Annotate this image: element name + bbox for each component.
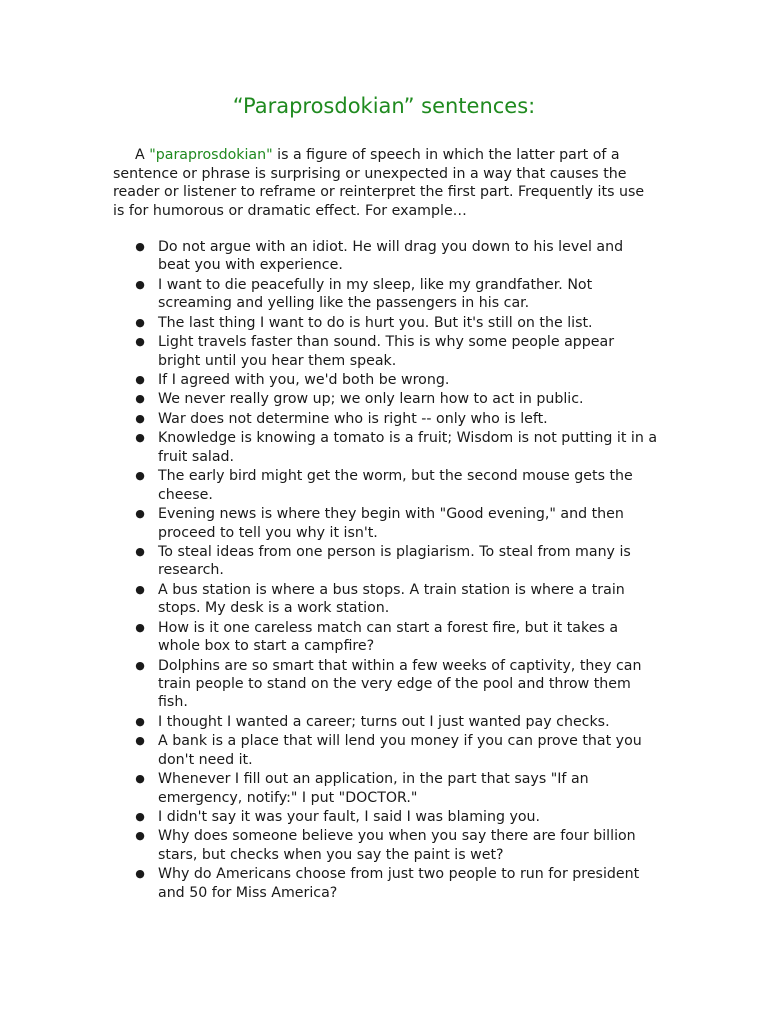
list-item-text: Do not argue with an idiot. He will drag you down to his level and beat you with experience. [158, 239, 624, 274]
bullet-icon: ● [135, 240, 145, 253]
list-item-text: A bus station is where a bus stops. A train station is where a train stops. My desk is a work station. [158, 581, 625, 617]
list-item-text: Knowledge is knowing a tomato is a fruit; Wisdom is not putting it in a fruit salad. [158, 430, 658, 465]
list-item-text: I didn't say it was your fault, I said I was blaming you. [158, 808, 541, 825]
list-item [135, 581, 658, 618]
list-item [135, 505, 658, 542]
list-item [135, 333, 658, 370]
list-item [135, 808, 658, 826]
bullet-icon: ● [135, 620, 145, 634]
intro-rest: is a figure of speech in which the latter part of a sentence or phrase is surprising or unexpected in a way that causes the reader or listener to reframe or reinterpret the first part. Frequently its use is for humorous or dramatic effect. For example… [113, 147, 645, 219]
document-title: “Paraprosdokian” sentences: [232, 94, 536, 118]
list-item-text: Dolphins are so smart that within a few weeks of captivity, they can train people to stand on the very edge of the pool and throw them fish. [158, 657, 642, 711]
list-item [135, 390, 658, 408]
list-item [135, 865, 658, 902]
bullet-icon: ● [135, 469, 145, 483]
list-item [135, 657, 658, 712]
list-item-text: Why does someone believe you when you say there are four billion stars, but checks when you say the paint is wet? [158, 828, 636, 863]
bullet-icon: ● [135, 373, 145, 387]
list-item-text: To steal ideas from one person is plagiarism. To steal from many is research. [158, 543, 631, 579]
bullet-icon: ● [135, 392, 145, 406]
list-item [135, 429, 658, 466]
bullet-icon: ● [135, 431, 145, 445]
list-item-text: Evening news is where they begin with "Good evening," and then proceed to tell you why it isn't. [158, 506, 624, 541]
list-item [135, 619, 658, 656]
bullet-icon: ● [135, 277, 145, 291]
list-item [135, 410, 658, 428]
list-item [135, 713, 658, 731]
bullet-icon: ● [135, 658, 145, 672]
bullet-icon: ● [135, 582, 145, 596]
list-item-text: How is it one careless match can start a forest fire, but it takes a whole box to start a campfire? [158, 619, 619, 655]
bullet-icon: ● [135, 829, 145, 843]
list-item [135, 314, 658, 332]
list-item [135, 732, 658, 769]
intro-prefix: A [135, 147, 150, 163]
list-item-text: Why do Americans choose from just two people to run for president and 50 for Miss America? [158, 866, 640, 901]
list-item [135, 238, 658, 275]
bullet-icon: ● [135, 507, 145, 521]
list-item-text: War does not determine who is right -- only who is left. [158, 410, 548, 427]
list-item [135, 467, 658, 504]
intro-paragraph [113, 146, 658, 220]
list-item [135, 543, 658, 580]
bullet-icon: ● [135, 734, 145, 748]
examples-list [0, 238, 768, 903]
list-item-text: A bank is a place that will lend you money if you can prove that you don't need it. [158, 733, 642, 768]
list-item-text: I want to die peacefully in my sleep, like my grandfather. Not screaming and yelling like the passengers in his car. [158, 276, 593, 312]
list-item-text: Light travels faster than sound. This is why some people appear bright until you hear them speak. [158, 334, 615, 369]
intro-term: "paraprosdokian" [149, 147, 273, 163]
list-item-text: The early bird might get the worm, but the second mouse gets the cheese. [158, 468, 633, 503]
list-item-text: I thought I wanted a career; turns out I just wanted pay checks. [158, 713, 610, 730]
list-item-text: We never really grow up; we only learn how to act in public. [158, 391, 584, 408]
bullet-icon: ● [135, 809, 145, 823]
bullet-icon: ● [135, 544, 145, 558]
list-item [135, 827, 658, 864]
list-item [135, 770, 658, 807]
list-item-text: Whenever I fill out an application, in the part that says "If an emergency, notify:" I put "DOCTOR." [158, 771, 589, 806]
list-item-text: The last thing I want to do is hurt you. But it's still on the list. [158, 314, 593, 331]
bullet-icon: ● [135, 867, 145, 881]
bullet-icon: ● [135, 714, 145, 728]
list-item [135, 371, 658, 389]
bullet-icon: ● [135, 335, 145, 349]
list-item [135, 276, 658, 313]
bullet-icon: ● [135, 411, 145, 425]
bullet-icon: ● [135, 315, 145, 329]
list-item-text: If I agreed with you, we'd both be wrong. [158, 372, 450, 389]
bullet-icon: ● [135, 772, 145, 786]
